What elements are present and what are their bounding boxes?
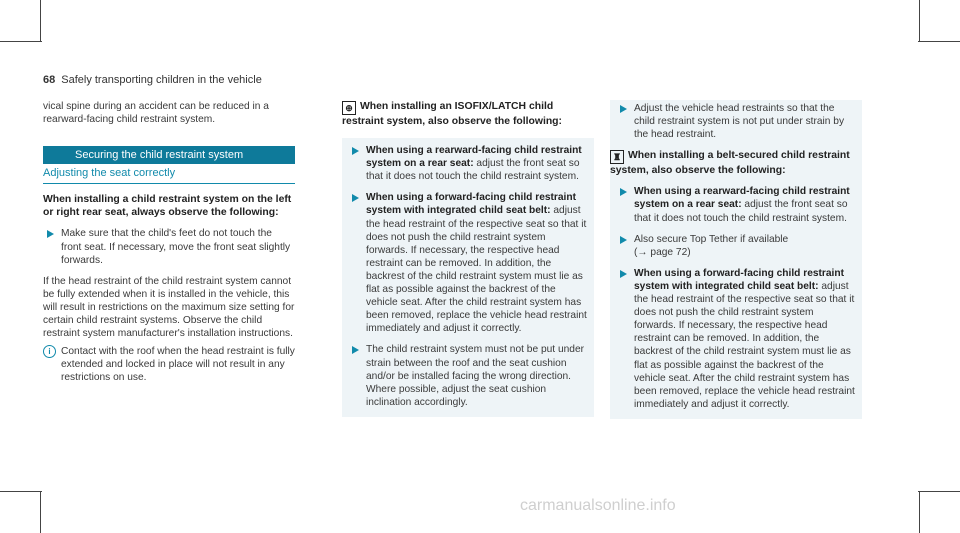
crop-mark: [0, 41, 42, 42]
crop-mark: [40, 491, 41, 533]
seat-belt-icon: ♜: [610, 150, 624, 164]
instruction-box: [610, 100, 862, 419]
bullet-item: Also secure Top Tether if available (→ page 72): [616, 233, 856, 259]
crop-mark: [919, 0, 920, 42]
section-subheading: Adjusting the seat correctly: [43, 167, 295, 184]
crop-mark: [0, 491, 42, 492]
bullet-item: Adjust the vehicle head restraints so that the child restraint system is not put under strain by the head restraint.: [616, 102, 856, 141]
crop-mark: [918, 491, 960, 492]
page-number: 68: [43, 74, 56, 86]
bullet-item: When using a forward-facing child restraint system with integrated child seat belt: adjust the head restraint of the respective seat so that it does not push the child restraint system forwards. If necessary, the respective head restraint can be removed. In addition, the backrest of the child restraint system must lie as flat as possible against the backrest of the vehicle seat. After the child restraint system has been removed, replace the vehicle head restraint immediately and adjust it correctly.: [348, 191, 588, 335]
body-paragraph: If the head restraint of the child restraint system cannot be fully extended when it is installed in the vehicle, this will result in restrictions on the maximum size setting for certain child restraint systems. Observe the child restraint system manufacturer's installation instructions.: [43, 275, 295, 340]
note-text: Contact with the roof when the head restraint is fully extended and locked in place will not result in any restrictions on use.: [61, 346, 295, 384]
bullet-item: When using a forward-facing child restraint system with integrated child seat belt: adjust the head restraint of the respective seat so that it does not push the child restraint system forwards. If necessary, the respective head restraint can be removed. In addition, the backrest of the child restraint system must lie as flat as possible against the backrest of the vehicle seat. After the child restraint system has been removed, replace the vehicle head restraint immediately and adjust it correctly.: [616, 267, 856, 411]
column-3: [610, 100, 862, 419]
bullet-item: Make sure that the child's feet do not touch the front seat. If necessary, move the front seat slightly forwards.: [43, 227, 295, 266]
instruction-heading: ♜ When installing a belt-secured child restraint system, also observe the following:: [610, 150, 850, 177]
instruction-heading: When installing a child restraint system on the left or right rear seat, always observe the following:: [43, 194, 292, 219]
info-icon: i: [43, 345, 56, 358]
page-reference[interactable]: (→ page 72): [634, 246, 691, 258]
bullet-item: When using a rearward-facing child restraint system on a rear seat: adjust the front seat so that it does not touch the child restraint system.: [616, 185, 856, 224]
bullet-item: The child restraint system must not be put under strain between the roof and the seat cushion and/or be installed facing the wrong direction. Where possible, adjust the seat cushion inclination accordingly.: [348, 343, 588, 408]
page-header: [43, 74, 262, 86]
instruction-heading: ⊕ When installing an ISOFIX/LATCH child restraint system, also observe the following:: [342, 101, 562, 127]
watermark: carmanualsonline.info: [520, 497, 676, 514]
instruction-box: [342, 138, 594, 417]
crop-mark: [918, 41, 960, 42]
crop-mark: [919, 491, 920, 533]
page-title: Safely transporting children in the vehicle: [61, 74, 262, 86]
isofix-icon: ⊕: [342, 101, 356, 115]
note-item: [43, 345, 295, 384]
bullet-item: When using a rearward-facing child restraint system on a rear seat: adjust the front seat so that it does not touch the child restraint system.: [348, 144, 588, 183]
column-1: [43, 100, 295, 385]
intro-text: vical spine during an accident can be reduced in a rearward-facing child restraint system.: [43, 101, 269, 126]
crop-mark: [40, 0, 41, 42]
section-banner: Securing the child restraint system: [43, 146, 295, 164]
column-2: [342, 100, 594, 417]
